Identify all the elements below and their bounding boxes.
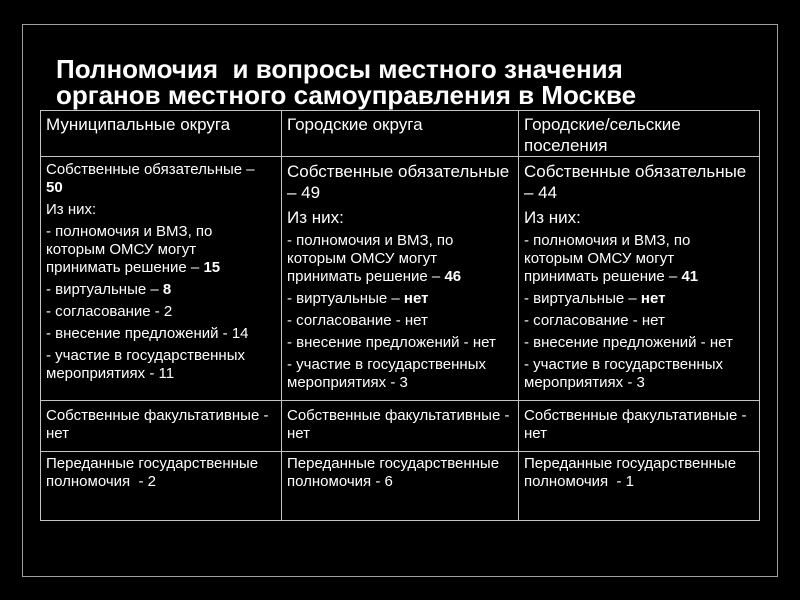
optional-line: Собственные факультативные - — [524, 407, 747, 424]
title-line-1: Полномочия и вопросы местного значения — [56, 54, 623, 84]
delegated-line: полномочия - 1 — [524, 473, 634, 490]
title-line-2: органов местного самоуправления в Москве — [56, 80, 637, 110]
powers-line: которым ОМСУ могут — [524, 250, 675, 267]
powers-line: которым ОМСУ могут — [287, 250, 438, 267]
cell-optional-settlements — [519, 401, 760, 452]
powers-line: - полномочия и ВМЗ, по — [287, 232, 454, 249]
cell-mandatory-city-districts — [282, 157, 519, 401]
mandatory-total: – 49 — [287, 183, 321, 202]
powers-line: принимать решение – — [46, 259, 200, 276]
virtual-item — [524, 290, 759, 308]
cell-delegated-settlements — [519, 452, 760, 521]
state-events-item — [46, 347, 281, 383]
header-label: поселения — [524, 136, 608, 155]
delegated-line: Переданные государственные — [524, 455, 737, 472]
mandatory-label: Собственные обязательные – — [46, 161, 255, 178]
virtual-item — [287, 290, 518, 308]
state-events-line: - участие в государственных — [524, 356, 723, 373]
mandatory-total: 50 — [46, 179, 63, 196]
mandatory-heading — [46, 161, 281, 197]
approval-item — [287, 312, 518, 330]
delegated-line: полномочия - 6 — [287, 473, 393, 490]
delegated-line: Переданные государственные — [287, 455, 500, 472]
mandatory-heading — [524, 161, 759, 203]
delegated-line: Переданные государственные — [46, 455, 259, 472]
state-events-line: мероприятиях - 11 — [46, 365, 175, 382]
virtual-item — [46, 281, 281, 299]
powers-count: 46 — [444, 268, 462, 285]
proposals-item — [46, 325, 281, 343]
approval-item — [46, 303, 281, 321]
mandatory-label: Собственные обязательные — [287, 162, 510, 181]
powers-line: принимать решение – — [287, 268, 441, 285]
powers-line: принимать решение – — [524, 268, 678, 285]
header-label: Городские/сельские — [524, 115, 681, 134]
cell-optional-municipal-districts — [41, 401, 282, 452]
of-them-block — [287, 207, 518, 228]
header-label: Муниципальные округа — [46, 115, 231, 134]
mandatory-total: – 44 — [524, 183, 558, 202]
header-municipal-districts — [41, 111, 282, 157]
approval-text: - согласование - 2 — [46, 303, 173, 320]
proposals-text: - внесение предложений - нет — [287, 334, 496, 351]
cell-delegated-city-districts — [282, 452, 519, 521]
proposals-item — [524, 334, 759, 352]
optional-line: нет — [524, 425, 547, 442]
header-label: Городские округа — [287, 115, 423, 134]
header-urban-rural-settlements — [519, 111, 760, 157]
powers-item — [287, 232, 518, 286]
state-events-line: - участие в государственных — [46, 347, 245, 364]
state-events-item — [287, 356, 518, 392]
mandatory-heading — [287, 161, 518, 203]
cell-mandatory-settlements — [519, 157, 760, 401]
powers-line: - полномочия и ВМЗ, по — [46, 223, 213, 240]
virtual-count: 8 — [162, 281, 172, 298]
proposals-item — [287, 334, 518, 352]
virtual-count: нет — [640, 290, 666, 307]
powers-count: 41 — [681, 268, 699, 285]
proposals-text: - внесение предложений - нет — [524, 334, 733, 351]
proposals-text: - внесение предложений - 14 — [46, 325, 249, 342]
slide-title — [56, 56, 636, 108]
approval-text: - согласование - нет — [524, 312, 665, 329]
cell-delegated-municipal-districts — [41, 452, 282, 521]
virtual-label: - виртуальные – — [287, 290, 400, 307]
state-events-line: мероприятиях - 3 — [524, 374, 645, 391]
optional-line: Собственные факультативные - — [46, 407, 269, 424]
of-them-block — [46, 201, 281, 219]
powers-line: - полномочия и ВМЗ, по — [524, 232, 691, 249]
state-events-line: - участие в государственных — [287, 356, 486, 373]
of-them-label: Из них: — [287, 208, 344, 227]
powers-line: которым ОМСУ могут — [46, 241, 197, 258]
virtual-label: - виртуальные – — [46, 281, 159, 298]
state-events-line: мероприятиях - 3 — [287, 374, 408, 391]
powers-item — [524, 232, 759, 286]
optional-line: нет — [46, 425, 69, 442]
header-city-districts — [282, 111, 519, 157]
approval-text: - согласование - нет — [287, 312, 428, 329]
of-them-label: Из них: — [46, 201, 97, 218]
powers-item — [46, 223, 281, 277]
optional-line: Собственные факультативные - — [287, 407, 510, 424]
cell-optional-city-districts — [282, 401, 519, 452]
mandatory-label: Собственные обязательные — [524, 162, 747, 181]
cell-mandatory-municipal-districts — [41, 157, 282, 401]
virtual-count: нет — [403, 290, 429, 307]
of-them-label: Из них: — [524, 208, 581, 227]
delegated-line: полномочия - 2 — [46, 473, 156, 490]
approval-item — [524, 312, 759, 330]
state-events-item — [524, 356, 759, 392]
optional-line: нет — [287, 425, 310, 442]
powers-table — [40, 110, 760, 521]
powers-count: 15 — [203, 259, 221, 276]
of-them-block — [524, 207, 759, 228]
virtual-label: - виртуальные – — [524, 290, 637, 307]
